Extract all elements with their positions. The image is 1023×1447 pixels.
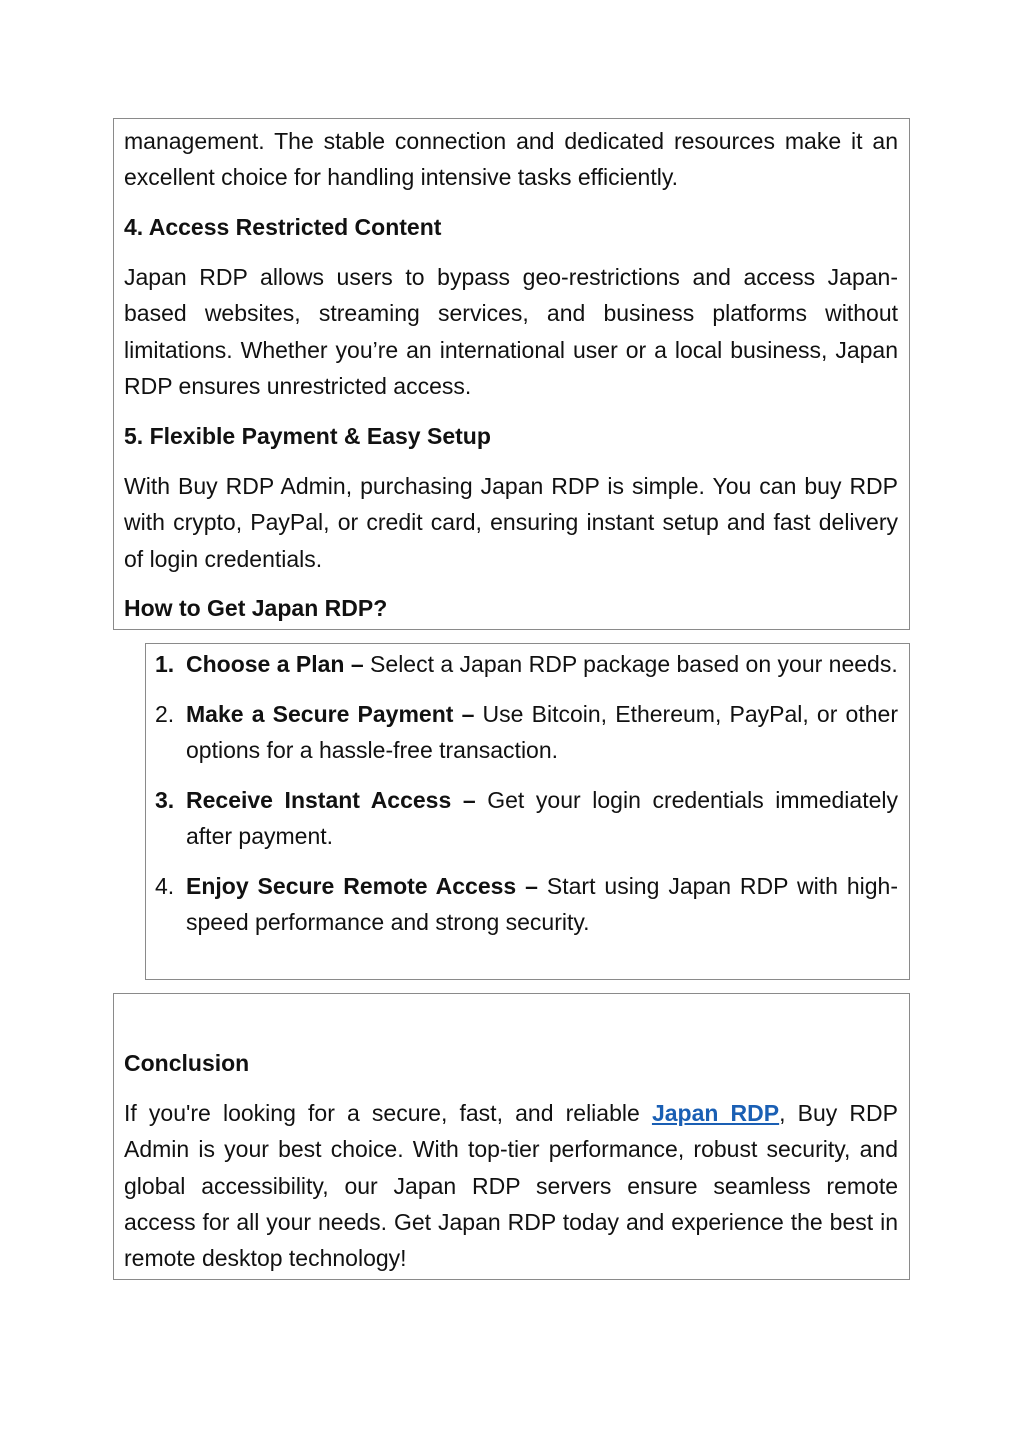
list-item xyxy=(155,782,898,854)
step-title: Receive Instant Access – xyxy=(186,787,476,813)
step-title: Enjoy Secure Remote Access – xyxy=(186,873,538,899)
step-text: Use Bitcoin, Ethereum, PayPal, or other options for a hassle-free transaction. xyxy=(186,701,898,763)
conclusion-text-after-link: , Buy RDP Admin is your best choice. With top-tier performance, robust security, and global accessibility, our Japan RDP servers ensure seamless remote access for all your needs. Get Japan RDP today and experience the best in remote desktop technology! xyxy=(124,1100,898,1272)
conclusion-paragraph xyxy=(124,1095,898,1276)
paragraph-access-restricted-content: Japan RDP allows users to bypass geo-restrictions and access Japan-based websites, streaming services, and business platforms without limitations. Whether you’re an international user or a local business, Japan RDP ensures unrestricted access. xyxy=(124,264,898,399)
heading-access-restricted-content: 4. Access Restricted Content xyxy=(124,214,442,240)
list-item xyxy=(155,646,898,682)
step-number: 4. xyxy=(155,873,175,899)
heading-how-to-get: How to Get Japan RDP? xyxy=(124,595,388,621)
list-item xyxy=(155,696,898,768)
list-item xyxy=(155,868,898,940)
step-number: 2. xyxy=(155,701,175,727)
conclusion-text-before-link: If you're looking for a secure, fast, and reliable xyxy=(124,1100,652,1126)
intro-paragraph: management. The stable connection and dedicated resources make it an excellent choice for handling intensive tasks efficiently. xyxy=(124,128,898,191)
step-title: Choose a Plan – xyxy=(186,651,364,677)
paragraph-flexible-payment: With Buy RDP Admin, purchasing Japan RDP is simple. You can buy RDP with crypto, PayPal, or credit card, ensuring instant setup and fast delivery of login credentials. xyxy=(124,473,898,572)
step-text: Start using Japan RDP with high-speed performance and strong security. xyxy=(186,873,898,935)
step-number: 3. xyxy=(155,787,175,813)
step-title: Make a Secure Payment – xyxy=(186,701,475,727)
step-text: Select a Japan RDP package based on your needs. xyxy=(363,651,898,677)
step-text: Get your login credentials immediately after payment. xyxy=(186,787,898,849)
heading-flexible-payment: 5. Flexible Payment & Easy Setup xyxy=(124,423,491,449)
heading-conclusion: Conclusion xyxy=(124,1050,250,1076)
steps-list xyxy=(155,646,898,954)
japan-rdp-link[interactable]: Japan RDP xyxy=(651,1100,780,1126)
step-number: 1. xyxy=(155,651,175,677)
